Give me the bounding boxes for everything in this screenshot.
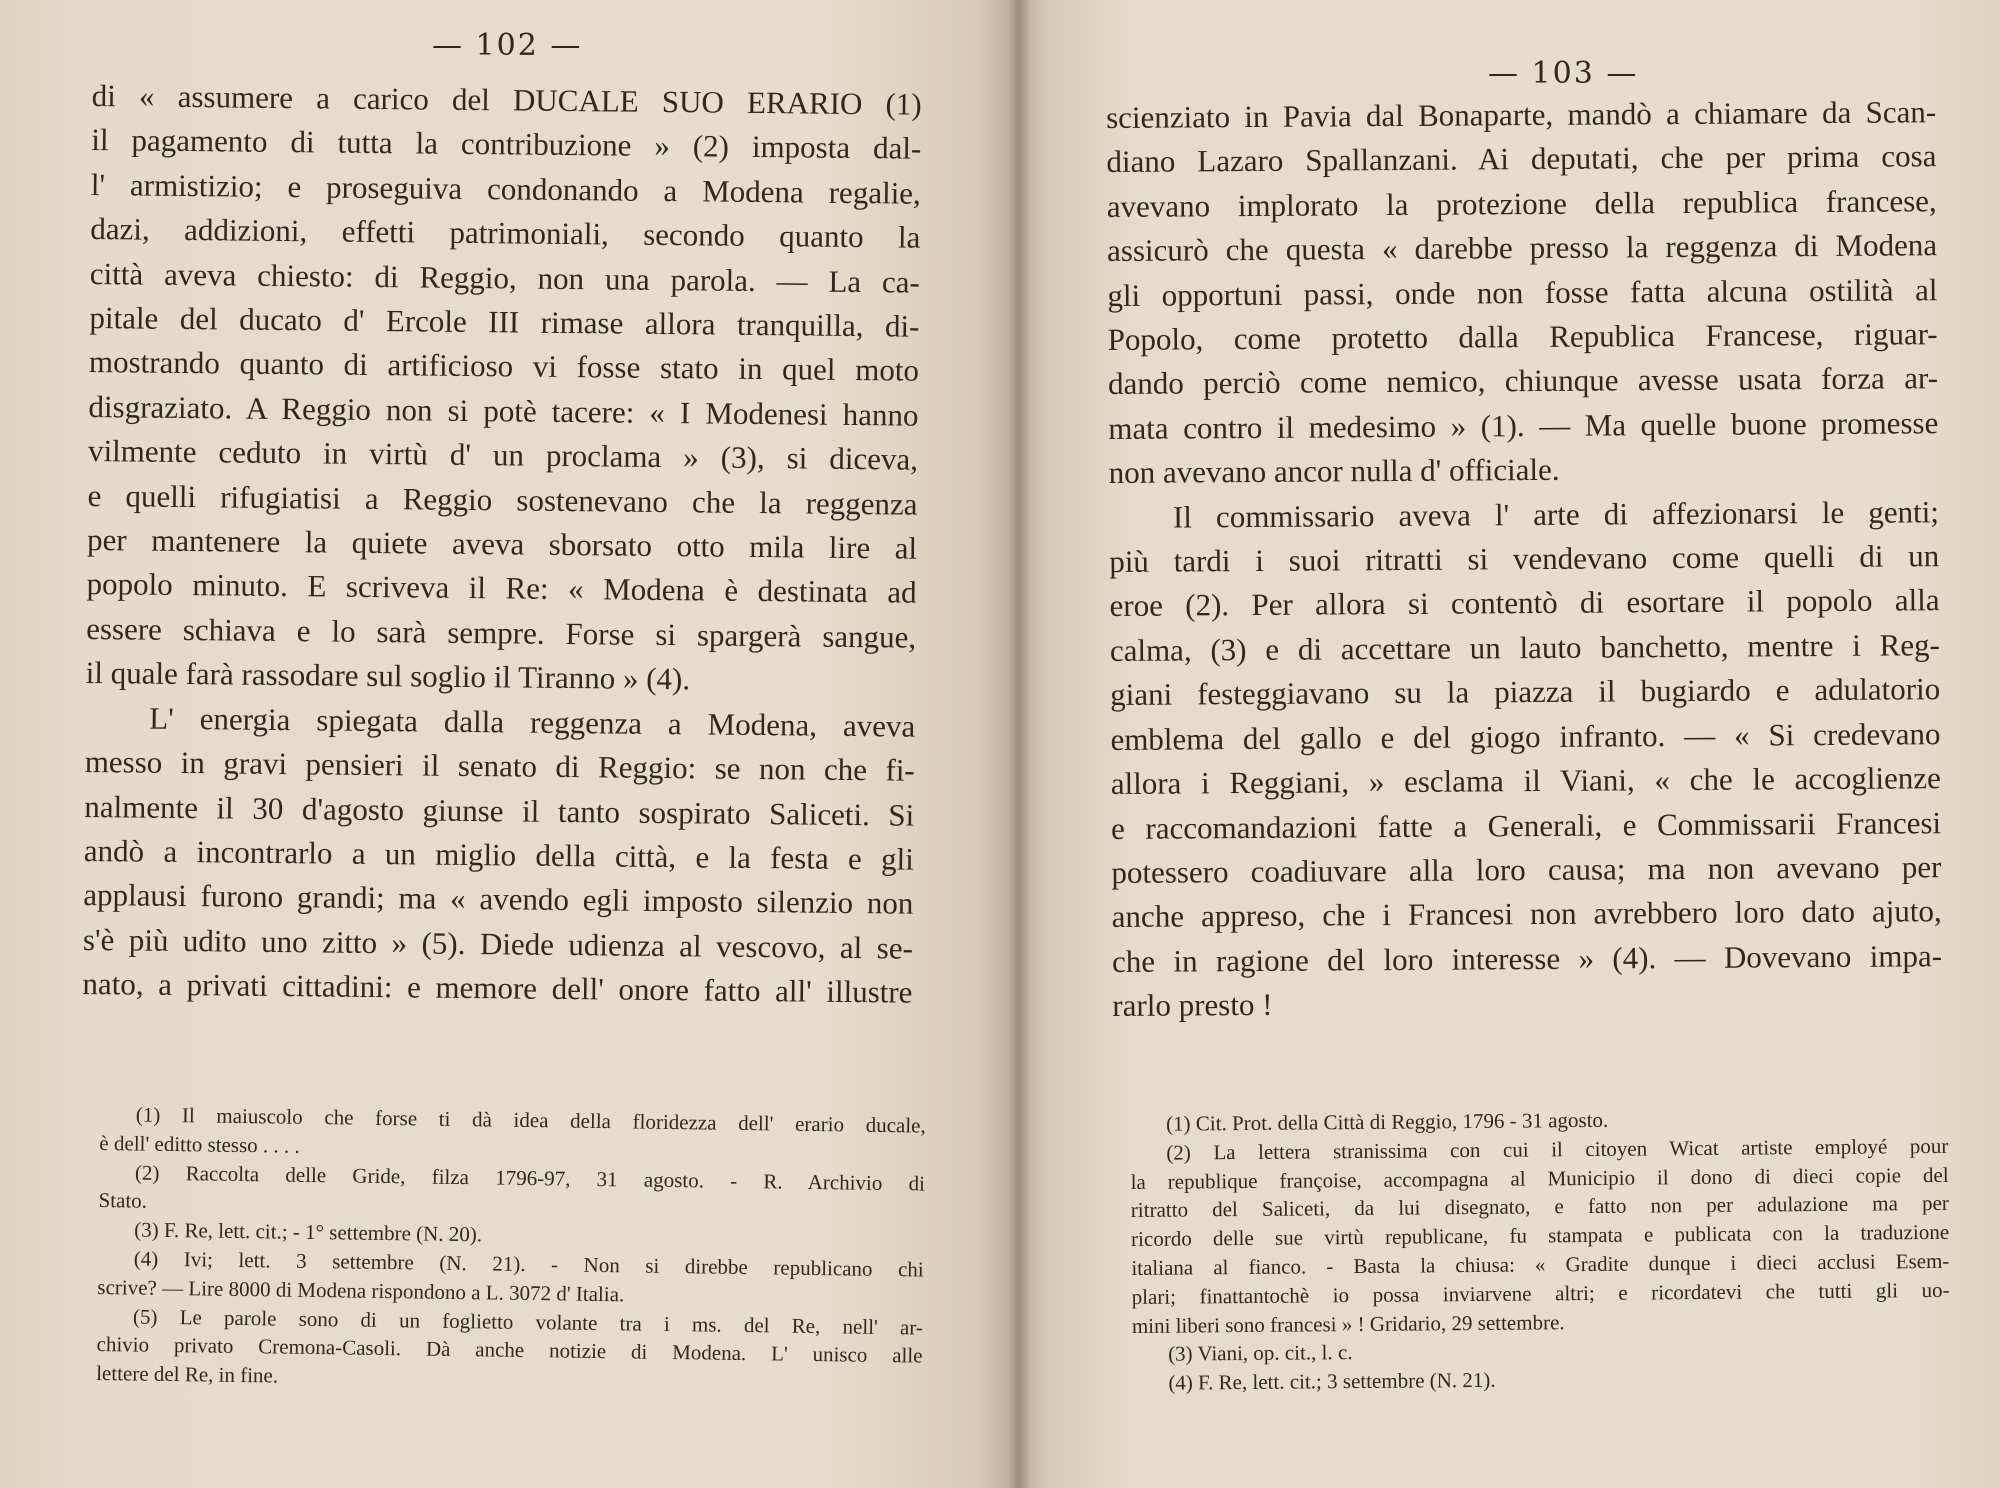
footnote-line: è dell' editto stesso . . . . xyxy=(99,1130,300,1158)
text-line: per mantenere la quiete aveva sborsato otto mila lire al xyxy=(86,522,918,566)
footnote-line: scrive? — Lire 8000 di Modena rispondono a L. 3072 d' Italia. xyxy=(97,1274,625,1307)
text-line: vilmente ceduto in virtù d' un proclama » (3), si diceva, xyxy=(87,433,919,477)
footnote-line: (2) La lettera stranissima con cui il citoyen Wicat artiste employé pour xyxy=(1166,1133,1949,1165)
text-line: scienziato in Pavia dal Bonaparte, mandò a chiamare da Scan- xyxy=(1106,94,1937,135)
text-line: e quelli rifugiatisi a Reggio sostenevano che la reggenza xyxy=(87,477,918,522)
footnote-line: (2) Raccolta delle Gride, filza 1796-97, 31 agosto. - R. Archivio di xyxy=(134,1160,926,1196)
footnote-line: la republique françoise, accompagna al Municipio il dono di dieci copie del xyxy=(1130,1162,1949,1194)
text-line: emblema del gallo e del giogo infranto. — « Si credevano xyxy=(1110,715,1941,757)
text-line: diano Lazaro Spallanzani. Ai deputati, che per prima cosa xyxy=(1106,138,1937,180)
text-line: avevano implorato la protezione della republica francese, xyxy=(1106,183,1937,224)
text-line: potessero coadiuvare alla loro causa; ma non avevano per xyxy=(1111,849,1942,890)
footnote-line: Stato. xyxy=(98,1188,148,1214)
footnote-line: (3) Viani, op. cit., l. c. xyxy=(1168,1340,1353,1367)
footnote-line: lettere del Re, in fine. xyxy=(96,1361,279,1388)
text-line: s'è più udito uno zitto » (5). Diede udienza al vescovo, al se- xyxy=(82,921,914,966)
text-line: non avevano ancor nulla d' officiale. xyxy=(1108,452,1560,491)
footnote-line: mini liberi sono francesi » ! Gridario, 29 settembre. xyxy=(1131,1309,1565,1338)
text-line: eroe (2). Per allora si contentò di esortare il popolo alla xyxy=(1109,582,1940,624)
text-line: andò a incontrarlo a un miglio della città, e la festa e gli xyxy=(83,832,915,877)
text-line: il pagamento di tutta la contribuzione » (2) imposta dal- xyxy=(91,122,922,167)
text-line: mostrando quanto di artificioso vi fosse stato in quel moto xyxy=(88,344,920,389)
text-line: mata contro il medesimo » (1). — Ma quelle buone promesse xyxy=(1108,405,1939,446)
text-line: gli opportuni passi, onde non fosse fatta alcuna ostilità al xyxy=(1107,271,1938,313)
footnote-line: (5) Le parole sono di un foglietto volante tra i ms. del Re, nell' ar- xyxy=(132,1304,924,1340)
text-line: anche appreso, che i Francesi non avrebbero loro dato ajuto, xyxy=(1111,893,1942,935)
text-line: città aveva chiesto: di Reggio, non una parola. — La ca- xyxy=(89,255,921,300)
footnote-line: (1) Cit. Prot. della Città di Reggio, 1796 - 31 agosto. xyxy=(1166,1107,1609,1136)
text-line: calma, (3) e di accettare un lauto banchetto, mentre i Reg- xyxy=(1109,627,1940,668)
page-number: — 103 — xyxy=(1488,56,1639,91)
text-line: più tardi i suoi ritratti si vendevano come quelli di un xyxy=(1109,538,1940,580)
body-text xyxy=(82,74,922,1015)
text-line: Popolo, come protetto dalla Republica Francese, riguar- xyxy=(1107,316,1938,358)
footnote-line: italiana al fianco. - Basta la chiusa: « Gradite dunque i dieci acclusi Esem- xyxy=(1131,1248,1950,1280)
footnote-line: (4) Ivi; lett. 3 settembre (N. 21). - Non si direbbe republicano chi xyxy=(133,1246,924,1282)
footnotes xyxy=(96,1100,926,1399)
footnote-line: plari; finattantochè io possa inviarvene altri; e ricordatevi che tutti gli uo- xyxy=(1131,1277,1950,1309)
text-line: allora i Reggiani, » esclama il Viani, « che le accoglienze xyxy=(1110,760,1941,802)
footnote-line: (1) Il maiuscolo che forse ti dà idea della floridezza dell' erario ducale, xyxy=(135,1102,926,1138)
text-line: che in ragione del loro interesse » (4). — Dovevano impa- xyxy=(1111,937,1943,979)
text-line: assicurò che questa « darebbe presso la reggenza di Modena xyxy=(1106,227,1938,269)
footnote-line: ritratto del Saliceti, da lui disegnato, e fatto non per adulazione ma per xyxy=(1130,1191,1949,1223)
text-line: e raccomandazioni fatte a Generali, e Commissarii Francesi xyxy=(1110,804,1942,846)
footnote-line: (3) F. Re, lett. cit.; - 1° settembre (N. 20). xyxy=(134,1217,483,1247)
text-line: di « assumere a carico del DUCALE SUO ERARIO (1) xyxy=(91,77,922,122)
text-line: pitale del ducato d' Ercole III rimase allora tranquilla, di- xyxy=(89,300,920,344)
footnotes xyxy=(1130,1103,1950,1398)
text-line: applausi furono grandi; ma « avendo egli imposto silenzio non xyxy=(83,877,914,921)
text-line: L' energia spiegata dalla reggenza a Modena, aveva xyxy=(149,700,916,744)
book-gutter xyxy=(1008,0,1030,1488)
text-line: giani festeggiavano su la piazza il bugiardo e adulatorio xyxy=(1110,671,1941,713)
body-text xyxy=(1106,90,1942,1028)
text-line: Il commissario aveva l' arte di affezionarsi le genti; xyxy=(1172,493,1940,535)
right-page xyxy=(1018,0,2000,1488)
text-line: l' armistizio; e proseguiva condonando a Modena regalie, xyxy=(90,166,921,211)
page-number: — 102 — xyxy=(432,28,583,63)
text-line: messo in gravi pensieri il senato di Reggio: se non che fi- xyxy=(84,744,915,788)
text-line: essere schiava e lo sarà sempre. Forse si spargerà sangue, xyxy=(86,610,917,655)
text-line: disgraziato. A Reggio non si potè tacere: « I Modenesi hanno xyxy=(88,388,919,433)
text-line: dazi, addizioni, effetti patrimoniali, secondo quanto la xyxy=(90,211,921,255)
text-line: il quale farà rassodare sul soglio il Tiranno » (4). xyxy=(85,655,691,697)
footnote-line: chivio privato Cremona-Casoli. Dà anche notizie di Modena. L' unisco alle xyxy=(96,1332,923,1368)
text-line: rarlo presto ! xyxy=(1112,986,1273,1024)
text-line: dando perciò come nemico, chiunque avesse usata forza ar- xyxy=(1107,360,1939,402)
text-line: nato, a privati cittadini: e memore dell' onore fatto all' illustre xyxy=(82,966,913,1010)
footnote-line: (4) F. Re, lett. cit.; 3 settembre (N. 21). xyxy=(1168,1367,1496,1395)
text-line: popolo minuto. E scriveva il Re: « Modena è destinata ad xyxy=(86,566,917,611)
footnote-line: ricordo delle sue virtù republicane, fu stampata e publicata con la traduzione xyxy=(1131,1220,1950,1252)
text-line: nalmente il 30 d'agosto giunse il tanto sospirato Saliceti. Si xyxy=(84,788,915,833)
